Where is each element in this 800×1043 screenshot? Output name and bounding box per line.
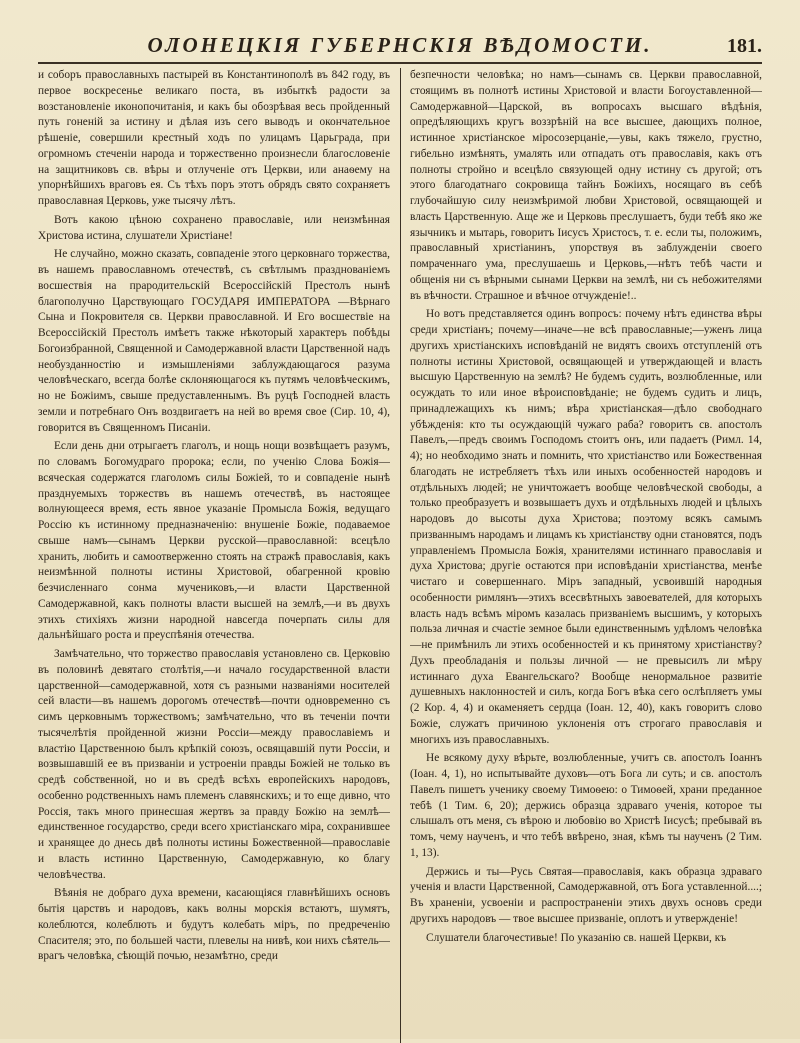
paragraph: Замѣчательно, что торжество православія установлено св. Церковію въ половинѣ девятаго столѣтія,—и начало государственной власти царственной—самодержавной, хотя съ разными названіями носителей сей власти—въ нашемъ дорогомъ отечествѣ—почти одновременно съ симъ церковнымъ торжествомъ; замѣчательно, что въ теченіи почти тысячелѣтія пройденной жизни Россіи—между православіемъ и властію Царственною былъ крѣпкій союзъ, освящавшій пути Россіи, и возвышавшій ее въ призваніи и устроеніи правды Божіей не только въ средѣ собственной, но и въ средѣ всѣхъ европейскихъ народовъ, особенно родственныхъ намъ племенъ славянскихъ; и то еще дивно, что Россія, такъ много принесшая жертвъ за правду Божію на землѣ—единственное государство, среди всего христіанскаго міра, сохранившее и хранящее до днесь двѣ полноты истины Божественной—православіе и власть истинно Царственную, Самодержавную, ко благу человѣчества.	[38, 648, 390, 881]
text-columns	[38, 68, 762, 1043]
paragraph: Держись и ты—Русь Святая—православія, какъ образца здраваго ученія и власти Царственной, Самодержавной, отъ Бога уставленной....; Въ храненіи, усвоеніи и распространеніи этихъ двухъ основъ среди другихъ народовъ — твое высшее призваніе, оплотъ и утвержденіе!	[410, 865, 762, 925]
newspaper-title: ОЛОНЕЦКІЯ ГУБЕРНСКІЯ ВѢДОМОСТИ.	[147, 33, 653, 57]
paragraph: безпечности человѣка; но намъ—сынамъ св. Церкви православной, стоящимъ въ полнотѣ истины Христовой и власти Богоуставленной—Самодержавной—Царской, въ вопросахъ высшаго вѣдѣнія, опредѣляющихъ кругъ воззрѣній на все высшее, дающихъ полное, истинное христіанское міросозерцаніе,—увы, какъ тяжело, грустно, гибельно измѣнять, умалять или отпадать отъ православія, какъ отъ полноты стройно и всецѣло связующей одну истину съ другой; отъ этого благодатнаго сокровища тайнъ Божіихъ, носящаго въ себѣ глубочайшую силу неизмѣримой любви Христовой, освящающей и власть Царственную. Аще же и Церковь преслушаетъ, буди тебѣ яко же язычникъ и мытарь, говоритъ Іисусъ Христосъ, т. е. если ты, положимъ, православный христіанинъ, упорствуя въ заблужденіи своего помраченнаго ума, преслушаешь и Церковь,—нѣтъ тебѣ части и общенія ни съ вѣрными сынами Церкви на землѣ, ни съ небожителями въ вѣчности. Страшное и вѣчное отчужденіе!..	[410, 69, 762, 302]
paragraph: Слушатели благочестивые! По указанію св. нашей Церкви, къ	[426, 931, 727, 944]
paragraph: Не всякому духу вѣрьте, возлюбленные, учитъ св. апостолъ Іоаннъ (Іоан. 4, 1), но испытывайте духовъ—отъ Бога ли суть; и св. апостолъ Павелъ пишетъ ученику своему Тимоѳею: о Тимоѳей, храни преданное тебѣ (1 Тим. 6, 20); держись образца здраваго ученія, которое ты слышалъ отъ меня, съ вѣрою и любовію во Христѣ Іисусѣ; пребывай въ томъ, чему наученъ, и что тебѣ ввѣрено, зная, кѣмъ ты наученъ (2 Тим. 1, 13).	[410, 752, 762, 859]
left-column	[38, 68, 390, 1043]
page-number: 181.	[727, 35, 762, 57]
paragraph: Не случайно, можно сказать, совпаденіе этого церковнаго торжества, въ нашемъ православномъ отечествѣ, съ свѣтлымъ празднованіемъ восшествія на прародительскій Всероссійскій Престолъ нынѣ благополучно Царствующаго ГОСУДАРЯ ИМПЕРАТОРА —Вѣрнаго Сына и Покровителя св. Церкви православной. И Его восшествіе на Всероссійскій Престолъ имѣетъ также нѣкоторый характеръ побѣды Богоизбранной, Священной и Самодержавной власти Царственной надъ необузданностію и измышленіями заблуждающагося разума человѣческаго, всегда болѣе склоняющагося къ путямъ человѣческимъ, но не Божіимъ, свыше предуставленнымъ. Въ руцѣ Господней власть земли и потребнаго Онъ воздвигаетъ на ней во время свое (Сир. 10, 4), говорится въ Священномъ Писаніи.	[38, 248, 390, 434]
right-column	[410, 68, 762, 1043]
paragraph: и соборъ православныхъ пастырей въ Константинополѣ въ 842 году, въ первое воскресенье великаго поста, въ избыткѣ радости за возстановленіе иконопочитанія, и какъ бы обозрѣвая весь пройденный путь гоненій за истину и дѣлая изъ сего выводъ и окончательное рѣшеніе, совершили крестный ходъ по улицамъ Царьграда, при огромномъ стеченіи народа и торжественно произнесли благословеніе на защитниковъ св. вѣры и отлученіе отъ Церкви, или анаѳему на упорнѣйшихъ враговъ ея. Съ тѣхъ поръ этотъ обрядъ свято сохраняетъ православная Церковь, уже тысячу лѣтъ.	[38, 69, 390, 207]
paragraph: Но вотъ представляется одинъ вопросъ: почему нѣтъ единства вѣры среди христіанъ; почему—иначе—не всѣ православные;—уженъ лица другихъ христіанскихъ исповѣданій не видятъ своихъ отступленій отъ полноты истины Христовой, освящающей и утверждающей и власть высшую Царственную на землѣ? Не будемъ судить, возлюбленные, или осуждать то или иное вѣроисповѣданіе; не будемъ судить и лицъ, принадлежащихъ къ нимъ; вѣра христіанская—дѣло свободнаго убѣжденія: кто ты осуждающій чужаго раба? говоритъ св. апостолъ Павелъ,—предъ своимъ Господомъ стоитъ онъ, или падаетъ (Римл. 14, 4); но необходимо знать и помнить, что христіанство или Божественная благодать не истребляетъ тѣхъ или иныхъ особенностей народовъ и отдѣльныхъ людей; не уничтожаетъ вообще человѣческой свободы, а только преобразуетъ и возвышаетъ духъ и отдѣльныхъ людей и цѣлыхъ народовъ до высоты духа Христова; поэтому всякъ самымъ призваннымъ народамъ и лицамъ къ христіанству одни становятся, подъ управленіемъ Промысла Божія, хранителями истиннаго православія и духа Христова; другіе остаются при исповѣданіи христіанства, менѣе чистаго и совершеннаго. Міръ западный, усвоившій народныя особенности римлянъ—этихъ всесвѣтныхъ завоевателей, для которыхъ власть надъ всѣмъ міромъ казалась призваніемъ высшимъ, у которыхъ польза личная и счастіе земное были единственнымъ удѣломъ человѣка—не примѣнилъ ли этихъ особенностей и къ принятому христіанству? Духъ преобладанія и пользы личной — не превысилъ ли мѣру истиннаго духа Евангельскаго? Вообще ненормальное развитіе душевныхъ наклонностей и силъ, когда Богъ вѣка сего ослѣпляетъ умы (2 Кор. 4, 4) и окаменяетъ сердца (Іоан. 12, 40), какъ говоритъ слово Божіе, служатъ причиною уклоненія отъ строгаго православія и многихъ изъ православныхъ.	[410, 308, 762, 746]
paragraph: Вотъ какою цѣною сохранено православіе, или неизмѣнная Христова истина, слушатели Христіане!	[38, 213, 390, 242]
column-divider	[400, 68, 401, 1043]
page-header	[38, 28, 762, 64]
paragraph: Вѣянія не добраго духа времени, касающіяся главнѣйшихъ основъ бытія царствъ и народовъ, какъ волны морскія встаютъ, шумятъ, колеблются, колеблють и будутъ колебать міръ, по предреченію Спасителя; это, по большей части, плевелы на нивѣ, кои нихъ сѣятель—врагъ человѣка, сѣющій почью, незамѣтно, среди	[38, 887, 390, 963]
paragraph: Если день дни отрыгаетъ глаголъ, и нощь нощи возвѣщаетъ разумъ, по словамъ Богомудраго пророка; если, по ученію Слова Божія—всяческая содержатся глаголомъ силы Божіей, то и совпаденіе нынѣ празднуемыхъ торжествъ въ нашемъ отечествѣ, въ настоящее волнующееся время, есть явное указаніе Промысла Божія, ведущаго Россію къ истинному предназначенію: внушеніе Божіе, подаваемое свыше намъ—сынамъ Церкви русской—православной: всецѣло хранить, любить и самоотверженно стоять на стражѣ православія, какъ неизмѣнной полноты истины Христовой, обагренной кровію безчисленнаго сонма мучениковъ,—и власти Царственной Самодержавной, какъ полноты власти высшей на землѣ,—и въ двухъ этихъ стихіяхъ жизни народной навсегда почерпать силы для дальнѣйшаго роста и преуспѣянія отечества.	[38, 440, 390, 642]
